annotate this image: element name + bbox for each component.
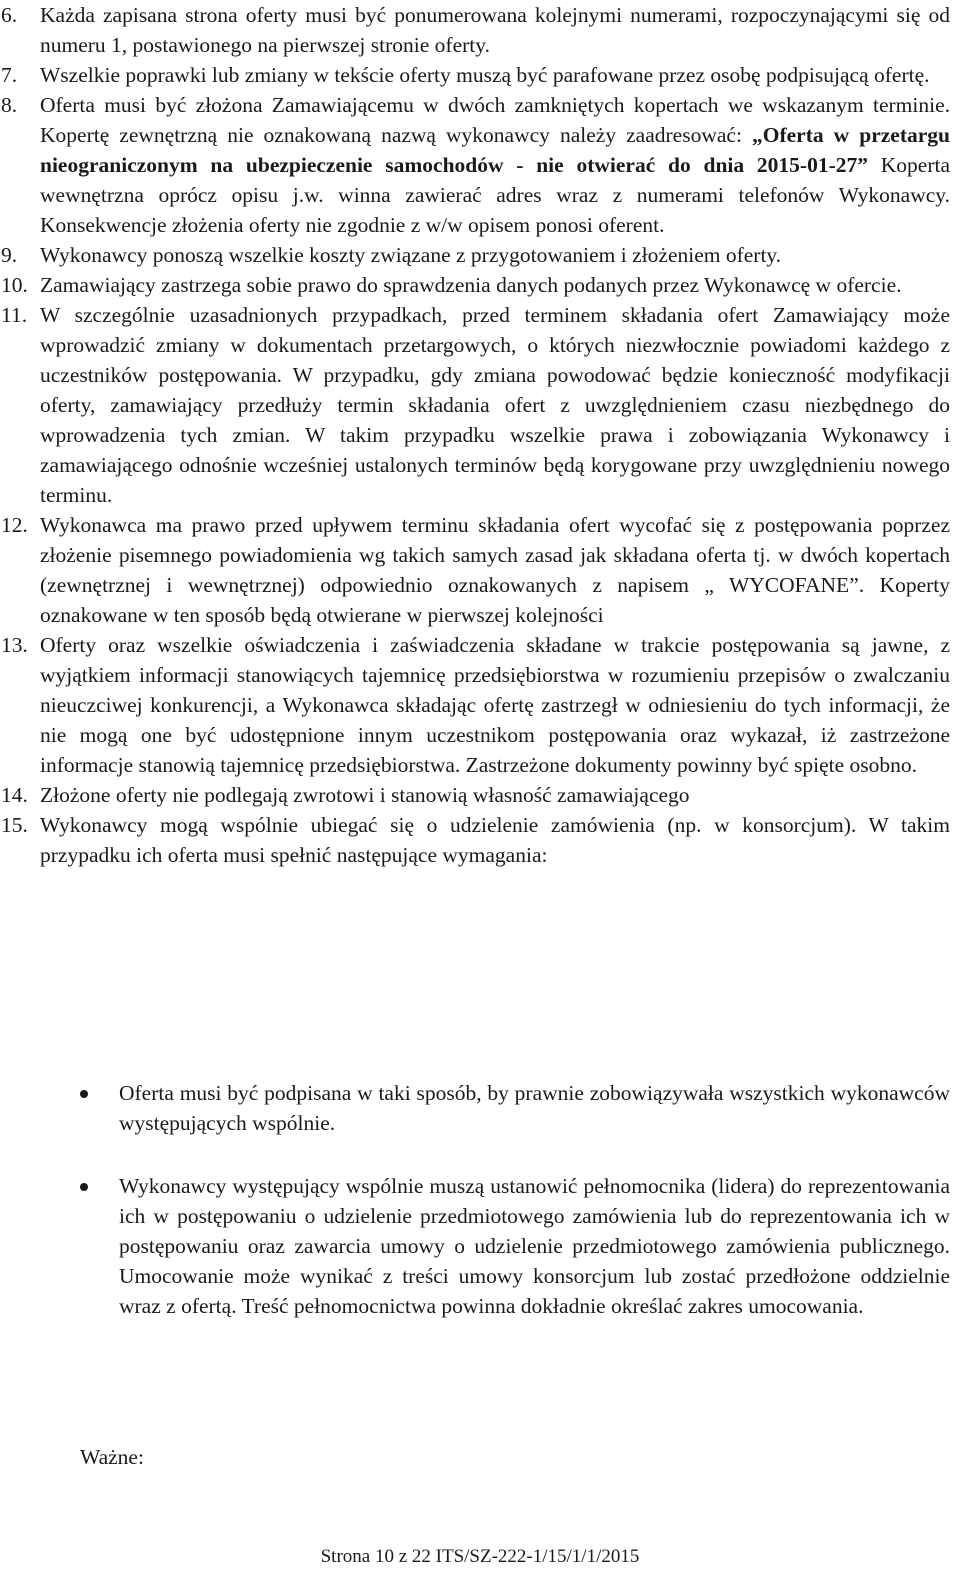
bullet-list [0, 1078, 950, 1354]
item-text: Zamawiający zastrzega sobie prawo do sprawdzenia danych podanych przez Wykonawcę w ofercie. [40, 273, 902, 297]
item-number: 7. [1, 63, 18, 87]
bullet-item [0, 1078, 950, 1138]
item-text-bold: „Oferta w przetargu nieograniczonym na ubezpieczenie samochodów - nie otwierać do dnia 2015-01-27” [40, 123, 950, 177]
list-item [0, 60, 950, 90]
item-number: 8. [1, 93, 18, 117]
item-number: 12. [1, 513, 28, 537]
list-item [0, 270, 950, 300]
list-item [0, 630, 950, 780]
important-label: Ważne: [80, 1445, 144, 1469]
item-text: Wszelkie poprawki lub zmiany w tekście oferty muszą być parafowane przez osobę podpisującą ofertę. [40, 63, 930, 87]
bullet-dot-icon [80, 1090, 88, 1098]
item-text-before: Oferta musi być złożona Zamawiającemu w dwóch zamkniętych kopertach we wskazanym terminie. Kopertę zewnętrzną nie oznakowaną nazwą wykonawcy należy zaadresować: [40, 93, 950, 147]
item-text: Wykonawcy mogą wspólnie ubiegać się o udzielenie zamówienia (np. w konsorcjum). W takim przypadku ich oferta musi spełnić następujące wymagania: [40, 813, 950, 867]
item-text: W szczególnie uzasadnionych przypadkach, przed terminem składania ofert Zamawiający może wprowadzić zmiany w dokumentach przetargowych, o których niezwłocznie powiadomi każdego z uczestników postępowania. W przypadku, gdy zmiana powodować będzie konieczność modyfikacji oferty, zamawiający przedłuży termin składania ofert z uwzględnieniem czasu niezbędnego do wprowadzenia tych zmian. W takim przypadku wszelkie prawa i zobowiązania Wykonawcy i zamawiającego odnośnie wcześniej ustalonych terminów będą korygowane przy uwzględnieniu nowego terminu. [40, 303, 950, 507]
item-number: 9. [1, 243, 18, 267]
bullet-dot-icon [80, 1183, 88, 1191]
item-number: 11. [1, 303, 28, 327]
item-number: 6. [1, 3, 18, 27]
list-item [0, 240, 950, 270]
list-item [0, 300, 950, 510]
list-item [0, 810, 950, 870]
item-number: 14. [1, 783, 28, 807]
page-footer: Strona 10 z 22 ITS/SZ-222-1/15/1/1/2015 [320, 1546, 640, 1567]
list-item [0, 0, 950, 60]
list-item [0, 780, 950, 810]
list-item [0, 90, 950, 240]
item-text: Każda zapisana strona oferty musi być ponumerowana kolejnymi numerami, rozpoczynającymi się od numeru 1, postawionego na pierwszej stronie oferty. [40, 3, 950, 57]
item-number: 13. [1, 633, 28, 657]
list-item [0, 510, 950, 630]
item-number: 15. [1, 813, 28, 837]
bullet-text: Oferta musi być podpisana w taki sposób, by prawnie zobowiązywała wszystkich wykonawców występujących wspólnie. [119, 1081, 950, 1135]
item-text-after: Koperta wewnętrzna oprócz opisu j.w. winna zawierać adres wraz z numerami telefonów Wykonawcy. Konsekwencje złożenia oferty nie zgodnie z w/w opisem ponosi oferent. [40, 153, 951, 237]
item-number: 10. [1, 273, 28, 297]
item-text: Złożone oferty nie podlegają zwrotowi i stanowią własność zamawiającego [40, 783, 690, 807]
item-text: Oferty oraz wszelkie oświadczenia i zaświadczenia składane w trakcie postępowania są jawne, z wyjątkiem informacji stanowiących tajemnicę przedsiębiorstwa w rozumieniu przepisów o zwalczaniu nieuczciwej konkurencji, a Wykonawca składając ofertę zastrzegł w odniesieniu do tych informacji, że nie mogą one być udostępnione innym uczestnikom postępowania oraz wykazał, iż zastrzeżone informacje stanowią tajemnicę przedsiębiorstwa. Zastrzeżone dokumenty powinny być spięte osobno. [40, 633, 950, 777]
item-text: Wykonawca ma prawo przed upływem terminu składania ofert wycofać się z postępowania poprzez złożenie pisemnego powiadomienia wg takich samych zasad jak składana oferta tj. w dwóch kopertach (zewnętrznej i wewnętrznej) odpowiednio oznakowanych z napisem „ WYCOFANE”. Koperty oznakowane w ten sposób będą otwierane w pierwszej kolejności [40, 513, 950, 627]
bullet-item [0, 1171, 950, 1321]
bullet-text: Wykonawcy występujący wspólnie muszą ustanowić pełnomocnika (lidera) do reprezentowania ich w postępowaniu o udzielenie przedmiotowego zamówienia lub do reprezentowania ich w postępowaniu oraz zawarcia umowy o udzielenie przedmiotowego zamówienia publicznego. Umocowanie może wynikać z treści umowy konsorcjum lub zostać przedłożone oddzielnie wraz z ofertą. Treść pełnomocnictwa powinna dokładnie określać zakres umocowania. [119, 1174, 950, 1318]
item-text: Wykonawcy ponoszą wszelkie koszty związane z przygotowaniem i złożeniem oferty. [40, 243, 782, 267]
